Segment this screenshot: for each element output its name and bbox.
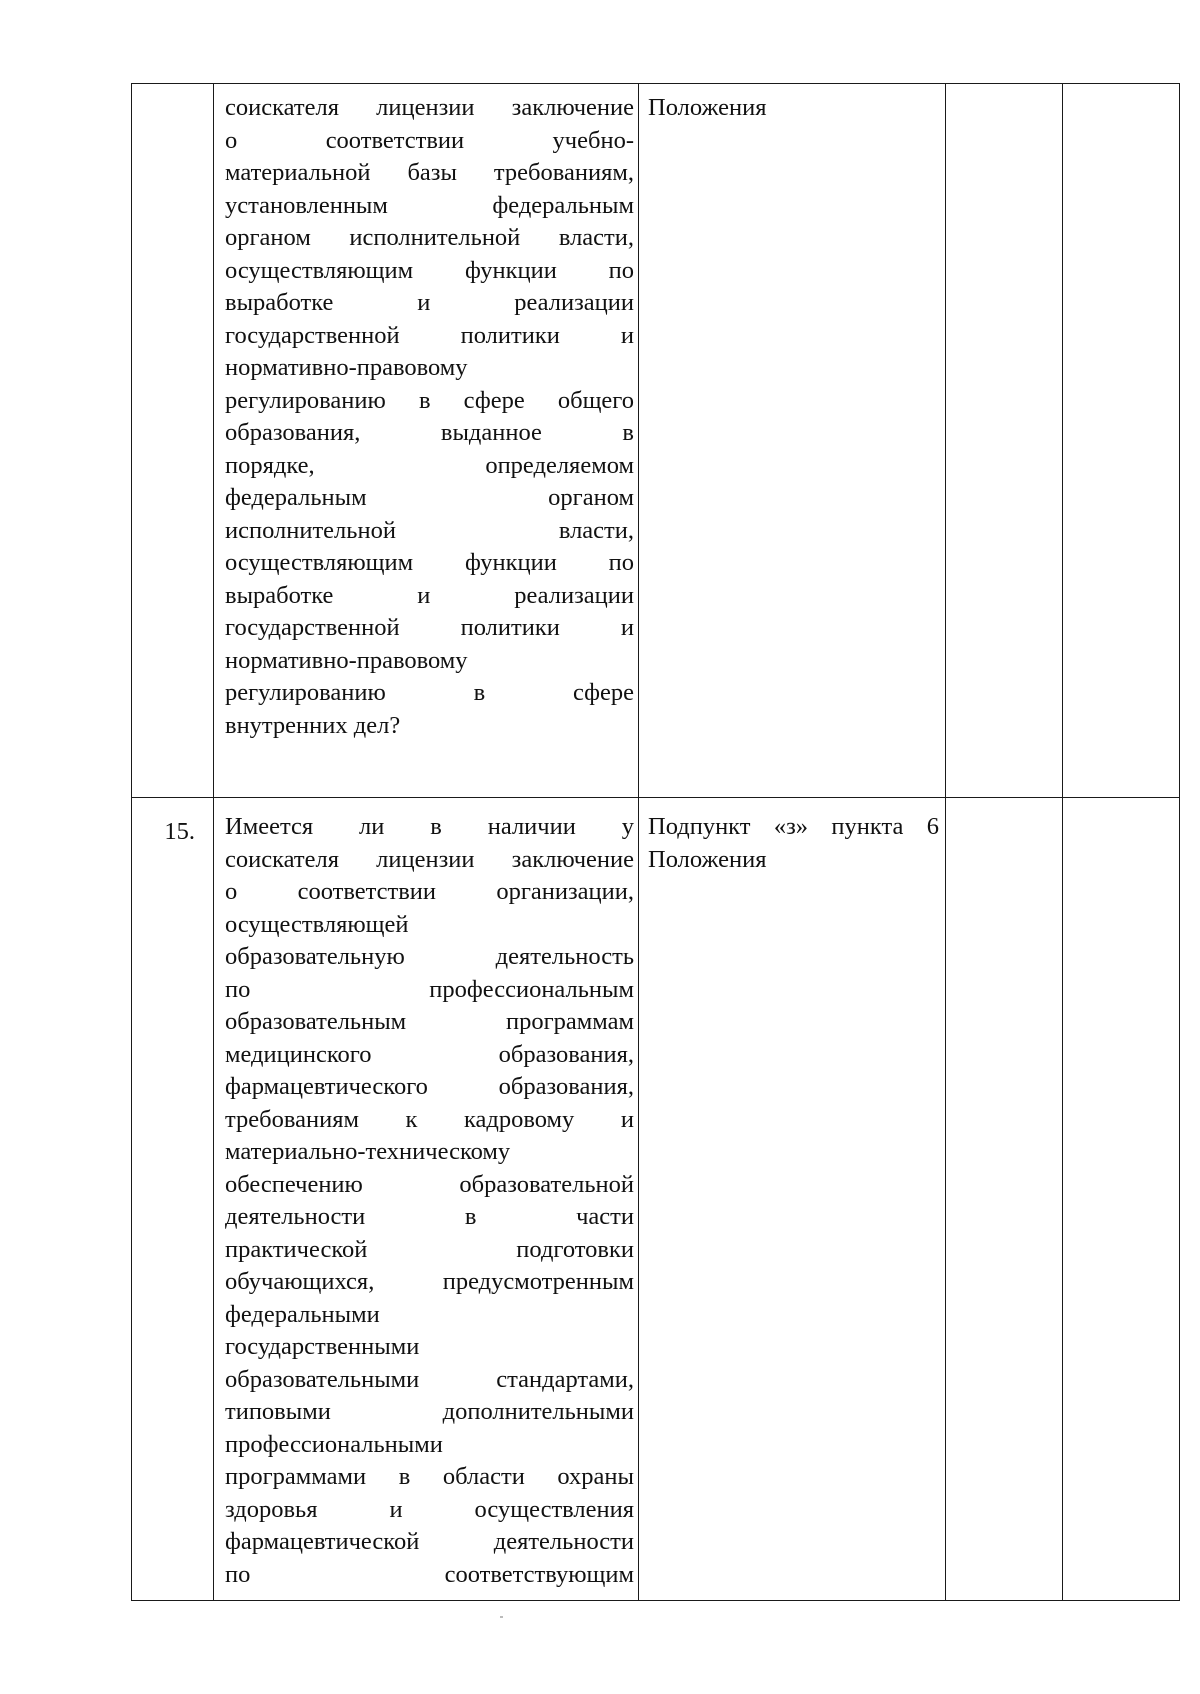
question-line: федеральным органом <box>225 484 634 511</box>
question-line: образовательным программам <box>225 1008 634 1035</box>
question-line: нормативно-правовому <box>225 354 468 381</box>
question-line: выработке и реализации <box>225 289 634 316</box>
checklist-table <box>131 83 1180 1601</box>
question-line: обеспечению образовательной <box>225 1170 634 1198</box>
question-line: осуществляющей <box>225 910 409 938</box>
scan-speck <box>500 1616 503 1618</box>
question-line: внутренних дел? <box>225 711 401 739</box>
question-line: исполнительной власти, <box>225 516 634 544</box>
question-line: выработке и реализации <box>225 581 634 609</box>
question-line: соискателя лицензии заключение <box>225 845 634 873</box>
empty-cell <box>946 84 1063 798</box>
legal-reference-cell <box>639 798 946 1601</box>
question-line: медицинского образования, <box>225 1040 634 1068</box>
question-line: обучающихся, предусмотренным <box>225 1268 634 1295</box>
question-line: осуществляющим функции по <box>225 549 634 576</box>
question-line: программами в области охраны <box>225 1463 634 1490</box>
row-number-cell <box>132 84 214 798</box>
question-line: государственными <box>225 1333 420 1360</box>
question-line: требованиям к кадровому и <box>225 1105 634 1133</box>
question-line: образования, выданное в <box>225 419 634 446</box>
legal-reference-cell <box>639 84 946 798</box>
question-line: типовыми дополнительными <box>225 1398 634 1425</box>
question-line: установленным федеральным <box>225 191 634 219</box>
question-line: материально-техническому <box>225 1138 511 1165</box>
question-line: по соответствующим <box>225 1560 634 1588</box>
question-line: о соответствии организации, <box>225 878 634 905</box>
question-line: порядке, определяемом <box>225 451 634 479</box>
empty-cell <box>946 798 1063 1601</box>
question-line: по профессиональным <box>225 975 634 1003</box>
question-line: образовательными стандартами, <box>225 1365 634 1393</box>
row-number-cell: 15. <box>132 798 214 1601</box>
question-line: государственной политики и <box>225 321 634 349</box>
question-line: нормативно-правовому <box>225 646 468 674</box>
empty-cell <box>1063 84 1180 798</box>
question-cell <box>214 84 639 798</box>
question-line: образовательную деятельность <box>225 943 634 970</box>
empty-cell <box>1063 798 1180 1601</box>
question-line: материальной базы требованиям, <box>225 159 634 186</box>
question-line: регулированию в сфере <box>225 679 634 706</box>
question-line: соискателя лицензии заключение <box>225 94 634 121</box>
question-line: фармацевтической деятельности <box>225 1528 634 1555</box>
reference-line: Подпункт «з» пункта 6 <box>648 813 939 840</box>
reference-line: Положения <box>648 94 767 121</box>
question-cell <box>214 798 639 1601</box>
question-line: профессиональными <box>225 1430 443 1458</box>
table-row <box>132 84 1180 798</box>
question-line: здоровья и осуществления <box>225 1495 634 1523</box>
question-line: практической подготовки <box>225 1235 634 1263</box>
question-line: государственной политики и <box>225 614 634 641</box>
question-line: федеральными <box>225 1300 380 1328</box>
question-line: органом исполнительной власти, <box>225 224 634 251</box>
question-line: регулированию в сфере общего <box>225 386 634 414</box>
question-line: о соответствии учебно- <box>225 126 634 154</box>
question-line: осуществляющим функции по <box>225 256 634 284</box>
question-line: фармацевтического образования, <box>225 1073 634 1100</box>
question-line: Имеется ли в наличии у <box>225 813 634 840</box>
table-row <box>132 798 1180 1601</box>
reference-line: Положения <box>648 845 767 873</box>
question-line: деятельности в части <box>225 1203 634 1230</box>
